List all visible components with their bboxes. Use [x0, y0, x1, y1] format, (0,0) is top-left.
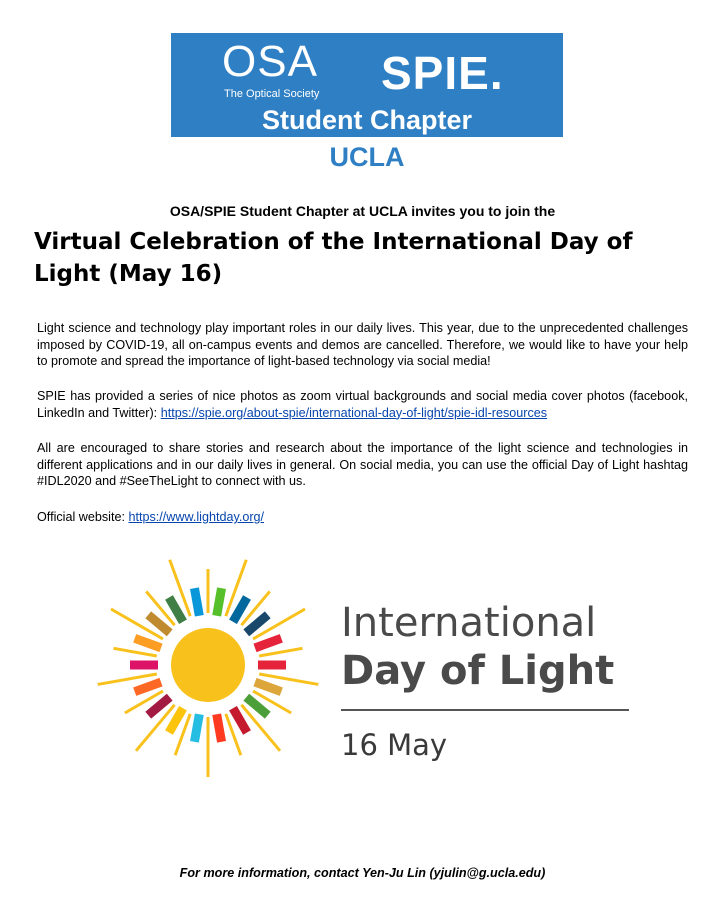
sun-ray — [113, 648, 156, 656]
sun-ray — [233, 708, 247, 732]
paragraph-intro: Light science and technology play important roles in our daily lives. This year, due to the unprecedented challenges imposed by COVID-19, all on-campus events and demos are cancelled. Therefore, we would like to have your help to promote and spread the importance of light-based technology via social media! — [37, 321, 688, 368]
sun-ray — [135, 682, 161, 692]
paragraph-encouragement: All are encouraged to share stories and research about the importance of the light science and technologies in different applications and in our daily lives in general. On social media, you can use the official Day of Light hashtag #IDL2020 and #SeeTheLight to connect with us. — [37, 441, 688, 488]
ucla-label: UCLA — [329, 142, 405, 172]
idl-title-line2: Day of Light — [341, 648, 615, 694]
sun-ray — [255, 682, 281, 692]
idl-title-line1: International — [341, 600, 597, 646]
sun-ray — [217, 714, 222, 742]
official-website-link[interactable]: https://www.lightday.org/ — [128, 510, 265, 524]
spie-resources-link[interactable]: https://spie.org/about-spie/international-day-of-light/spie-idl-resources — [160, 405, 548, 420]
osa-logo-text: OSA — [222, 37, 318, 86]
chapter-logo — [171, 33, 563, 137]
website-label: Official website: — [37, 510, 129, 524]
student-chapter-label: Student Chapter — [261, 105, 472, 135]
sun-ray — [169, 708, 183, 732]
sun-ray — [194, 714, 199, 742]
sun-ray — [169, 597, 183, 621]
invitation-line: OSA/SPIE Student Chapter at UCLA invites you to join the — [169, 203, 556, 219]
sun-ray — [233, 597, 247, 621]
sun-ray — [135, 638, 161, 648]
idl-divider — [341, 709, 629, 711]
paragraph-spie-resources — [37, 388, 688, 421]
spie-logo-text: SPIE. — [381, 47, 504, 99]
osa-logo-subtitle: The Optical Society — [224, 88, 320, 100]
sun-ray — [259, 648, 302, 656]
sun-ray — [255, 638, 281, 648]
sun-ray — [194, 588, 199, 616]
paragraph-website — [37, 509, 688, 526]
contact-footer: For more information, contact Yen-Ju Lin (yjulin@g.ucla.edu) — [179, 866, 546, 880]
sun-ray — [217, 588, 222, 616]
idl-date: 16 May — [341, 728, 448, 762]
page-title: Virtual Celebration of the International Day of Light (May 16) — [34, 229, 633, 287]
sun-circle — [171, 628, 245, 702]
paragraph-spie-text: SPIE has provided a series of nice photos as zoom virtual backgrounds and social media cover photos (facebook, LinkedIn and Twitter): — [37, 389, 688, 420]
